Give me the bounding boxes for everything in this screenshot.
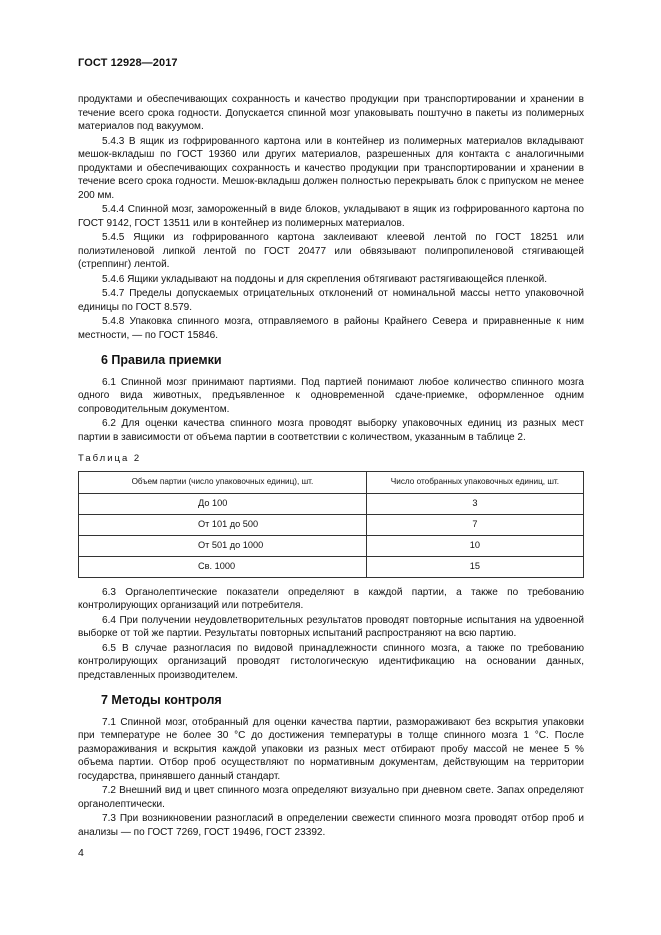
sampling-table (78, 471, 584, 578)
paragraph-6-4: 6.4 При получении неудовлетворительных результатов проводят повторные испытания на удвоенной выборке от той же партии. Результаты повторных испытаний распространяют на всю партию. (78, 614, 584, 639)
paragraph-5-4-8: 5.4.8 Упаковка спинного мозга, отправляемого в районы Крайнего Севера и приравненные к ним местности, — по ГОСТ 15846. (78, 316, 584, 341)
paragraph-5-4-7: 5.4.7 Пределы допускаемых отрицательных отклонений от номинальной массы нетто упаковочной единицы по ГОСТ 8.579. (78, 288, 584, 313)
document-body (78, 93, 584, 839)
table-cell-lot-size: Св. 1000 (79, 556, 367, 577)
paragraph-7-3: 7.3 При возникновении разногласий в определении свежести спинного мозга проводят отбор проб и анализы — по ГОСТ 7269, ГОСТ 19496, ГОСТ 23392. (78, 813, 584, 838)
table-row (79, 556, 584, 577)
page-number: 4 (78, 847, 84, 859)
table-header-row (79, 471, 584, 493)
table-row (79, 514, 584, 535)
paragraph-7-2: 7.2 Внешний вид и цвет спинного мозга определяют визуально при дневном свете. Запах определяют органолептически. (78, 785, 584, 810)
table-header-lot-size: Объем партии (число упаковочных единиц), шт. (79, 471, 367, 493)
table-row (79, 535, 584, 556)
paragraph-intro: продуктами и обеспечивающих сохранность и качество продукции при транспортировании и хранении в течение всего срока годности. Допускается спинной мозг упаковывать поштучно в пакеты из полимерных материалов под вакуумом. (78, 94, 584, 132)
table-cell-lot-size: От 501 до 1000 (79, 535, 367, 556)
paragraph-7-1: 7.1 Спинной мозг, отобранный для оценки качества партии, размораживают без вскрытия упаковки при температуре не более 30 °С до достижения температуры в толще спинного мозга 1 °С. После размораживания и вскрытия каждой упаковки из разных мест отбирают пробу массой не менее 5 % объема партии. Отбор проб осуществляют по нормативным документам, действующим на территории государства, принявшего данный стандарт. (78, 716, 584, 782)
table-cell-sample-count: 3 (366, 493, 583, 514)
paragraph-5-4-3: 5.4.3 В ящик из гофрированного картона или в контейнер из полимерных материалов вкладывают мешок-вкладыш по ГОСТ 19360 или других материалов, разрешенных для контакта с аналогичными продуктами и обеспечивающих сохранность и качество продукции при транспортировании и хранении в течение всего срока годности. Мешок-вкладыш должен полностью перекрывать блок с припуском не менее 200 мм. (78, 135, 584, 201)
table-cell-lot-size: От 101 до 500 (79, 514, 367, 535)
paragraph-6-1: 6.1 Спинной мозг принимают партиями. Под партией понимают любое количество спинного мозга одного вида животных, предъявленное к одновременной сдаче-приемке, оформленное одним сопроводительным документом. (78, 376, 584, 415)
table-caption: Таблица 2 (78, 453, 142, 464)
paragraph-5-4-5: 5.4.5 Ящики из гофрированного картона заклеивают клеевой лентой по ГОСТ 18251 или полиэтиленовой липкой лентой по ГОСТ 20477 или обвязывают полипропиленовой стягивающей (стреппинг) лентой. (78, 232, 584, 270)
paragraph-5-4-4: 5.4.4 Спинной мозг, замороженный в виде блоков, укладывают в ящик из гофрированного картона по ГОСТ 9142, ГОСТ 13511 или в контейнер из полимерных материалов. (78, 204, 584, 229)
section-heading-7: 7 Методы контроля (101, 693, 222, 707)
section-heading-6: 6 Правила приемки (101, 353, 222, 367)
document-code-header: ГОСТ 12928—2017 (78, 57, 178, 69)
paragraph-6-2: 6.2 Для оценки качества спинного мозга проводят выборку упаковочных единиц из разных мест партии в зависимости от объема партии в соответствии с количеством, указанным в таблице 2. (78, 418, 584, 443)
table-cell-lot-size: До 100 (79, 493, 367, 514)
paragraph-5-4-6: 5.4.6 Ящики укладывают на поддоны и для скрепления обтягивают растягивающейся пленкой. (102, 273, 548, 285)
paragraph-6-3: 6.3 Органолептические показатели определяют в каждой партии, а также по требованию контролирующих организаций или потребителя. (78, 586, 584, 611)
table-cell-sample-count: 10 (366, 535, 583, 556)
table-row (79, 493, 584, 514)
paragraph-6-5: 6.5 В случае разногласия по видовой принадлежности спинного мозга, а также по требованию контролирующих организаций проводят гистологическую идентификацию на основании данных, представленных производителем. (78, 642, 584, 681)
table-header-sample-count: Число отобранных упаковочных единиц, шт. (366, 471, 583, 493)
table-cell-sample-count: 7 (366, 514, 583, 535)
table-cell-sample-count: 15 (366, 556, 583, 577)
